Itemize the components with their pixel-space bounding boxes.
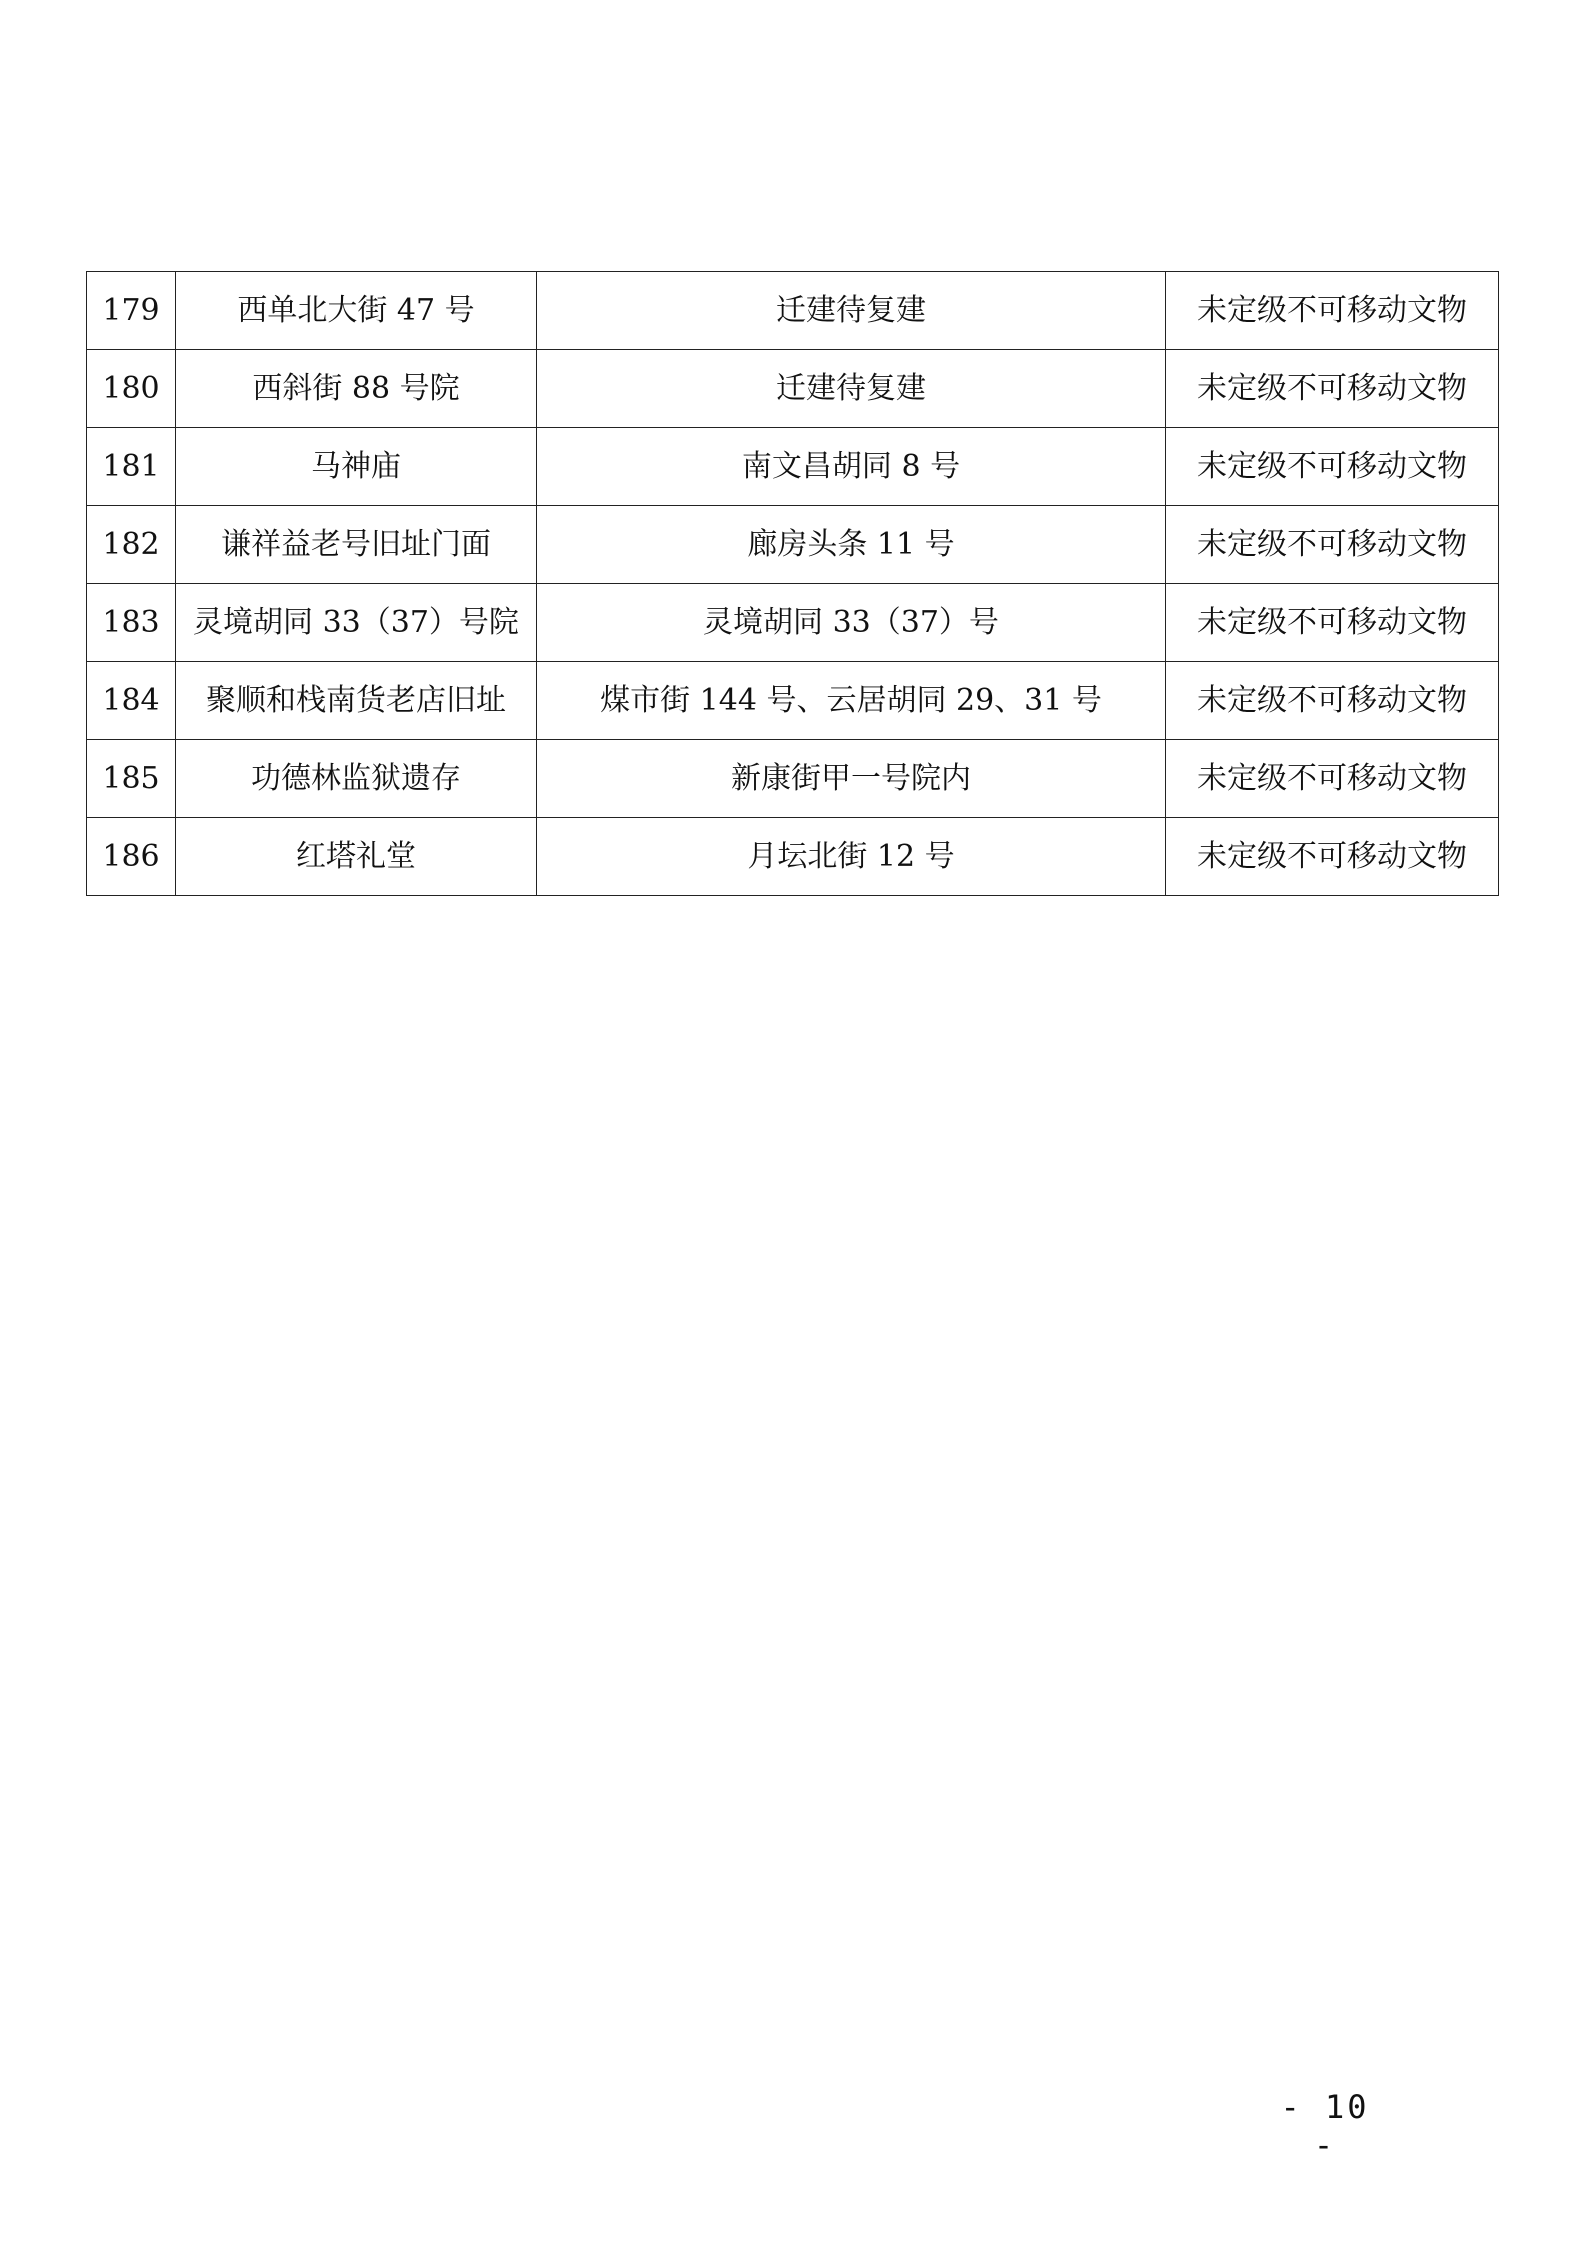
row-number: 181 [87,428,176,506]
relic-name: 西斜街 88 号院 [176,350,537,428]
relic-level: 未定级不可移动文物 [1166,662,1499,740]
relic-address: 迁建待复建 [537,272,1166,350]
relic-level: 未定级不可移动文物 [1166,428,1499,506]
relic-address: 月坛北街 12 号 [537,818,1166,896]
page-number: - 10 - [1280,2088,1370,2164]
table-row [87,662,1499,740]
relic-level: 未定级不可移动文物 [1166,584,1499,662]
row-number: 185 [87,740,176,818]
relic-address: 新康街甲一号院内 [537,740,1166,818]
relic-level: 未定级不可移动文物 [1166,740,1499,818]
row-number: 184 [87,662,176,740]
relic-name: 灵境胡同 33（37）号院 [176,584,537,662]
relic-name: 红塔礼堂 [176,818,537,896]
relic-address: 廊房头条 11 号 [537,506,1166,584]
table-row [87,584,1499,662]
relic-name: 马神庙 [176,428,537,506]
relic-name: 聚顺和栈南货老店旧址 [176,662,537,740]
relic-level: 未定级不可移动文物 [1166,818,1499,896]
row-number: 186 [87,818,176,896]
table-row [87,818,1499,896]
relic-address: 南文昌胡同 8 号 [537,428,1166,506]
table-row [87,740,1499,818]
relic-level: 未定级不可移动文物 [1166,350,1499,428]
row-number: 179 [87,272,176,350]
row-number: 183 [87,584,176,662]
relic-level: 未定级不可移动文物 [1166,272,1499,350]
relic-level: 未定级不可移动文物 [1166,506,1499,584]
table-row [87,506,1499,584]
relics-table [86,271,1499,896]
relic-name: 功德林监狱遗存 [176,740,537,818]
relic-address: 灵境胡同 33（37）号 [537,584,1166,662]
relic-address: 迁建待复建 [537,350,1166,428]
relic-name: 西单北大街 47 号 [176,272,537,350]
table-row [87,272,1499,350]
relic-address: 煤市街 144 号、云居胡同 29、31 号 [537,662,1166,740]
row-number: 180 [87,350,176,428]
table-row [87,350,1499,428]
row-number: 182 [87,506,176,584]
table-row [87,428,1499,506]
relic-name: 谦祥益老号旧址门面 [176,506,537,584]
